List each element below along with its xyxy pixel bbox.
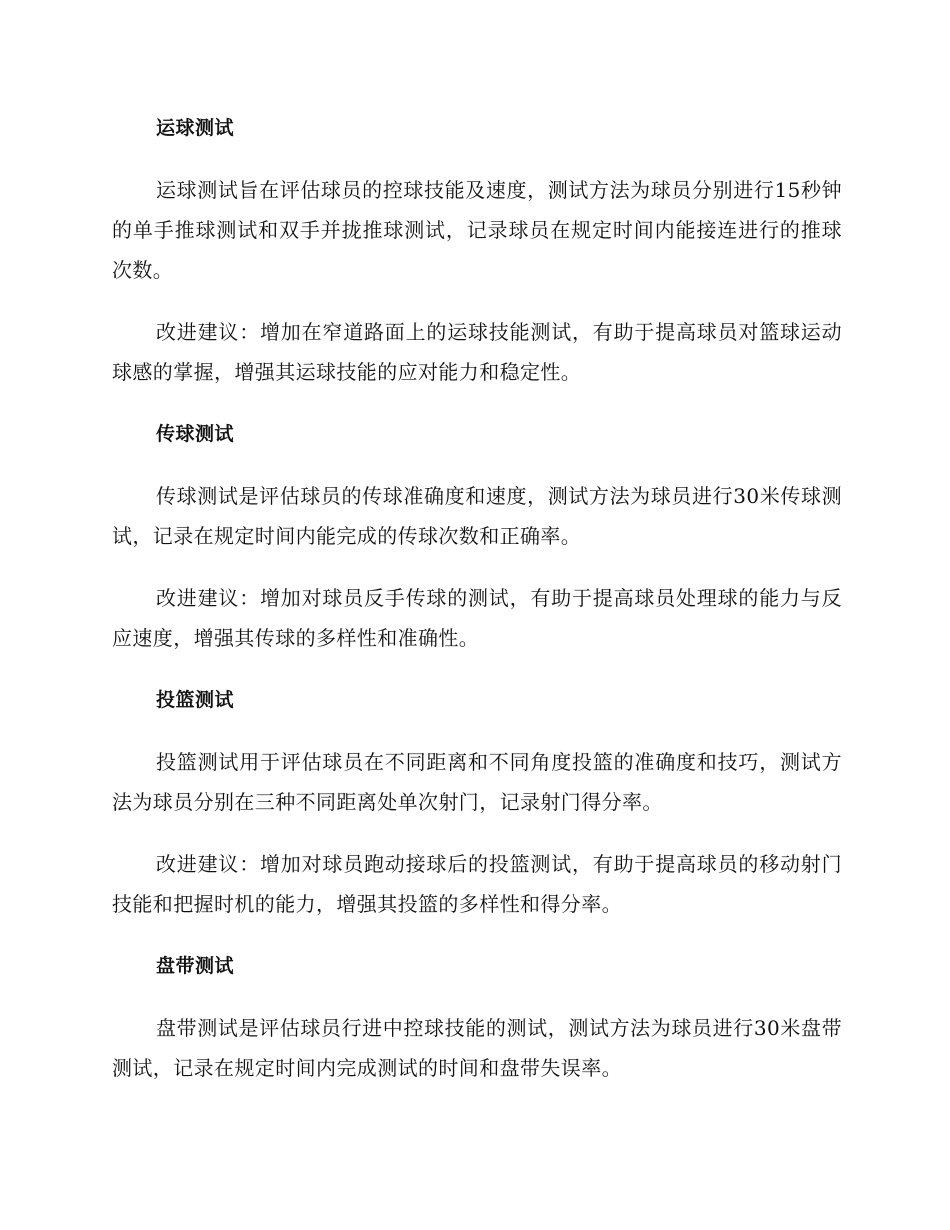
section-description: 盘带测试是评估球员行进中控球技能的测试，测试方法为球员进行30米盘带测试，记录在规定时间内完成测试的时间和盘带失误率。 <box>112 1016 842 1080</box>
section-heading: 运球测试 <box>156 117 235 139</box>
section-description: 运球测试旨在评估球员的控球技能及速度，测试方法为球员分别进行15秒钟的单手推球测试和双手并拢推球测试，记录球员在规定时间内能接连进行的推球次数。 <box>112 178 842 282</box>
improvement-suggestion: 改进建议：增加对球员反手传球的测试，有助于提高球员处理球的能力与反应速度，增强其传球的多样性和准确性。 <box>112 586 842 650</box>
section-description: 传球测试是评估球员的传球准确度和速度，测试方法为球员进行30米传球测试，记录在规定时间内能完成的传球次数和正确率。 <box>112 484 842 548</box>
section-heading: 盘带测试 <box>156 955 235 977</box>
section-heading: 投篮测试 <box>156 689 235 711</box>
improvement-suggestion: 改进建议：增加在窄道路面上的运球技能测试，有助于提高球员对篮球运动球感的掌握，增强其运球技能的应对能力和稳定性。 <box>112 320 842 384</box>
section-ball-handling-test <box>112 946 842 1088</box>
document-body <box>112 108 842 1110</box>
section-description: 投篮测试用于评估球员在不同距离和不同角度投篮的准确度和技巧，测试方法为球员分别在三种不同距离处单次射门，记录射门得分率。 <box>112 750 842 814</box>
section-shooting-test <box>112 680 842 924</box>
section-heading: 传球测试 <box>156 423 235 445</box>
section-passing-test <box>112 414 842 658</box>
section-dribbling-test <box>112 108 842 392</box>
improvement-suggestion: 改进建议：增加对球员跑动接球后的投篮测试，有助于提高球员的移动射门技能和把握时机的能力，增强其投篮的多样性和得分率。 <box>112 852 842 916</box>
